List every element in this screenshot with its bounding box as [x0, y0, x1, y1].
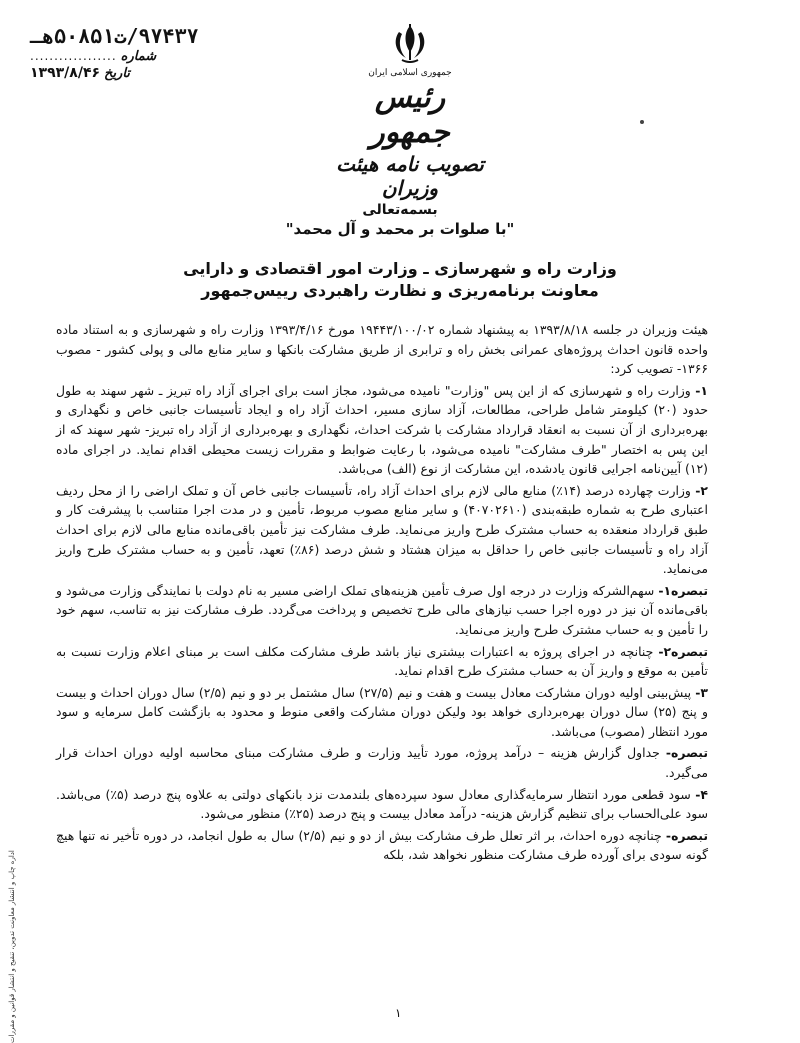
paragraph-text: سهم‌الشرکه وزارت در درجه اول صرف تأمین هزینه‌های تملک اراضی مسیر به نام دولت با نمایندگی وزارت می‌شود و باقی‌مانده آن نیز در دوره اجرا حسب نیازهای مالی طرح تخصیص و پرداخت می‌گردد. طرف مشارکت نیز به تناسب، سهم خود را تأمین و به حساب مشترک طرح واریز می‌نماید. — [56, 582, 708, 637]
paragraph — [56, 581, 708, 640]
scan-speck — [640, 120, 644, 124]
paragraph-lead: ۴- — [695, 786, 708, 802]
iran-emblem-icon — [390, 22, 430, 66]
reference-block — [30, 24, 240, 83]
paragraph-text: پیش‌بینی اولیه دوران مشارکت معادل بیست و هفت و نیم (۲۷/۵) سال مشتمل بر دو و نیم (۲/۵) سال دوران احداث و بیست و پنج (۲۵) سال دوران بهره‌برداری خواهد بود ولیکن دوران مشارکت واقعی منوط و محدود به بازگشت کامل سرمایه و سود مورد انتظار (مصوب) می‌باشد. — [56, 684, 708, 739]
paragraph-lead: تبصره- — [665, 827, 709, 843]
country-name: جمهوری اسلامی ایران — [368, 68, 452, 78]
bismillah: بسمه‌تعالی — [362, 202, 438, 218]
paragraph-lead: ۳- — [695, 684, 708, 700]
paragraph-text: سود قطعی مورد انتظار سرمایه‌گذاری معادل سود سپرده‌های بلندمدت نزد بانکهای دولتی به علاوه پنج درصد (۵٪) می‌باشد. سود علی‌الحساب برای تنظیم گزارش هزینه- درآمد معادل بیست و پنج درصد (۲۵٪) منظور می‌شود. — [56, 786, 708, 822]
paragraph-lead: تبصره- — [665, 745, 708, 761]
date-value: ۱۳۹۳/۸/۴۶ — [30, 65, 101, 82]
paragraph-lead: ۲- — [695, 482, 708, 498]
paragraph — [56, 381, 708, 479]
paragraph — [56, 320, 708, 379]
paragraph — [56, 481, 708, 579]
paragraph — [56, 826, 708, 865]
paragraph-text: جداول گزارش هزینه – درآمد پروژه، مورد تأیید وزارت و طرف مشارکت مبنای محاسبه اولیه دوران احداث قرار می‌گیرد. — [56, 745, 708, 781]
paragraph-text: وزارت چهارده درصد (۱۴٪) منابع مالی لازم برای احداث آزاد راه، تأسیسات جانبی خاص آن و تملک اراضی را از محل ردیف اعتباری طرح به شماره طبقه‌بندی (۴۰۷۰۲۶۱۰) و سایر منابع مصوب مربوط، تأمین و در مدت اجرا متناسب با پیشرفت کار و طبق قرارداد منعقده به حساب مشترک طرح واریز می‌نماید. طرف مشارکت نیز تأمین باقی‌مانده منابع مالی لازم برای احداث آزاد راه و تأسیسات جانبی خاص را حداقل به میزان هشتاد و شش درصد (۸۶٪) تعهد، تأمین و به حساب مشترک طرح واریز می‌نماید. — [56, 482, 708, 577]
paragraph-text: وزارت راه و شهرسازی که از این پس "وزارت" نامیده می‌شود، مجاز است برای اجرای آزاد راه تبریز ـ شهر سهند به طول حدود (۲۰) کیلومتر شامل طراحی، مطالعات، آزاد سازی مسیر، احداث آزاد راه و ایجاد تأسیسات جانبی خاص و نگهداری و بهره‌برداری از آن نسبت به انعقاد قرارداد مشارکت با شرکت احداث، نگهداری و بهره‌برداری از آزاد راه تبریز- شهر سهند که از این پس به اختصار "طرف مشارکت" نامیده می‌شود، با رعایت ضوابط و مقررات زیست محیطی اقدام نماید. در اجرای ماده (۱۲) آیین‌نامه اجرایی قانون یادشده، این مشارکت از نوع (الف) می‌باشد. — [56, 382, 708, 477]
side-note: اداره چاپ و انتشار معاونت تدوین، تنقیح و انتشار قوانین و مقررات — [8, 850, 16, 1043]
paragraph — [56, 743, 708, 782]
salawat: "با صلوات بر محمد و آل محمد" — [285, 220, 515, 238]
paragraph-text: هیئت وزیران در جلسه ۱۳۹۳/۸/۱۸ به پیشنهاد شماره ۱۹۴۴۳/۱۰۰/۰۲ مورخ ۱۳۹۳/۴/۱۶ وزارت راه و شهرسازی و به استناد ماده واحده قانون احداث پروژه‌های عمرانی بخش راه و ترابری از طریق مشارکت بانکها و سایر منابع مالی و پولی کشور - مصوب ۱۳۶۶- تصویب کرد: — [56, 322, 708, 377]
paragraph — [56, 642, 708, 681]
reference-number-row — [30, 24, 240, 49]
reference-number: ۹۷۴۳۷/ت۵۰۸۵۱هـ — [30, 24, 199, 48]
date-label: تاریخ — [104, 66, 130, 82]
number-label: شماره — [120, 49, 157, 64]
document-body — [56, 320, 708, 867]
paragraph — [56, 683, 708, 742]
opening-block — [0, 202, 800, 238]
recipient-line-1: وزارت راه و شهرسازی ـ وزارت امور اقتصادی و دارایی — [183, 259, 617, 278]
number-dots: .................. — [30, 49, 117, 63]
approval-title: تصویب نامه هیئت وزیران — [336, 152, 484, 200]
paragraph-lead: تبصره۱- — [658, 582, 708, 598]
recipients-block — [0, 258, 800, 301]
page-number: ۱ — [395, 1006, 402, 1020]
paragraph — [56, 785, 708, 824]
presidency-title: رئیس جمهور — [370, 80, 450, 150]
paragraph-lead: ۱- — [695, 382, 708, 398]
date-row — [30, 65, 240, 83]
letterhead — [330, 22, 490, 200]
recipient-line-2: معاونت برنامه‌ریزی و نظارت راهبردی رییس‌جمهور — [201, 280, 599, 300]
paragraph-lead: تبصره۲- — [658, 643, 708, 659]
paragraph-text: چنانچه دوره احداث، بر اثر تعلل طرف مشارکت بیش از دو و نیم (۲/۵) سال به طول انجامد، در دوره تأخیر نه تنها هیچ گونه سودی برای آورده طرف مشارکت منظور نخواهد شد، بلکه — [56, 827, 708, 863]
paragraph-text: چنانچه در اجرای پروژه به اعتبارات بیشتری نیاز باشد طرف مشارکت مکلف است بر مبنای اعلام وزارت نسبت به تأمین به موقع و واریز آن به حساب مشترک طرح اقدام نماید. — [56, 643, 708, 679]
number-row — [30, 49, 240, 65]
